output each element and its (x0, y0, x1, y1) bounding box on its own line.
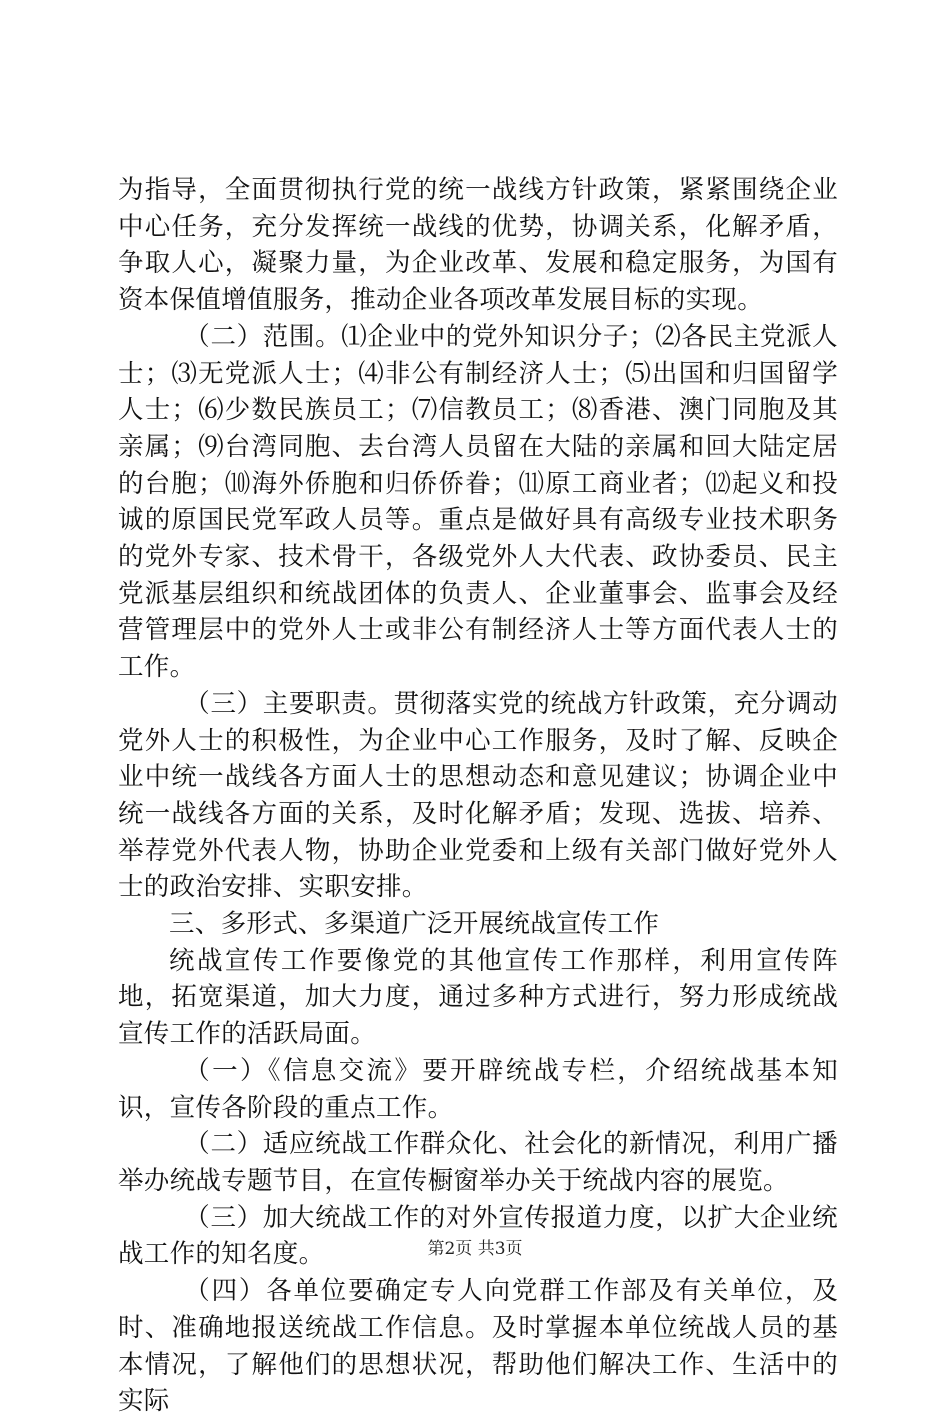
paragraph-publicity-item-3: （三）加大统战工作的对外宣传报道力度，以扩大企业统战工作的知名度。 (118, 1202, 838, 1270)
paragraph-publicity-intro: 统战宣传工作要像党的其他宣传工作那样，利用宣传阵地，拓宽渠道，加大力度，通过多种方式进行，努力形成统战宣传工作的活跃局面。 (118, 945, 838, 1050)
paragraph-guidance-continued: 为指导，全面贯彻执行党的统一战线方针政策，紧紧围绕企业中心任务，充分发挥统一战线的优势，协调关系，化解矛盾，争取人心，凝聚力量，为企业改革、发展和稳定服务，为国有资本保值增值服务，推动企业各项改革发展目标的实现。 (118, 175, 838, 316)
paragraph-publicity-item-4: （四）各单位要确定专人向党群工作部及有关单位，及时、准确地报送统战工作信息。及时掌握本单位统战人员的基本情况，了解他们的思想状况，帮助他们解决工作、生活中的实际 (118, 1276, 838, 1417)
section-heading-three: 三、多形式、多渠道广泛开展统战宣传工作 (169, 909, 660, 940)
paragraph-scope: （二）范围。⑴企业中的党外知识分子；⑵各民主党派人士；⑶无党派人士；⑷非公有制经济人士；⑸出国和归国留学人士；⑹少数民族员工；⑺信教员工；⑻香港、澳门同胞及其亲属；⑼台湾同胞、去台湾人员留在大陆的亲属和回大陆定居的台胞；⑽海外侨胞和归侨侨眷；⑾原工商业者；⑿起义和投诚的原国民党军政人员等。重点是做好具有高级专业技术职务的党外专家、技术骨干，各级党外人大代表、政协委员、民主党派基层组织和统战团体的负责人、企业董事会、监事会及经营管理层中的党外人士或非公有制经济人士等方面代表人士的工作。 (118, 321, 838, 683)
document-body (118, 172, 838, 1420)
paragraph-main-duties: （三）主要职责。贯彻落实党的统战方针政策，充分调动党外人士的积极性，为企业中心工作服务，及时了解、反映企业中统一战线各方面人士的思想动态和意见建议；协调企业中统一战线各方面的关系，及时化解矛盾；发现、选拔、培养、举荐党外代表人物，协助企业党委和上级有关部门做好党外人士的政治安排、实职安排。 (118, 688, 838, 903)
paragraph-publicity-item-2: （二）适应统战工作群众化、社会化的新情况，利用广播举办统战专题节目，在宣传橱窗举办关于统战内容的展览。 (118, 1129, 838, 1196)
page-number-footer: 第2页 共3页 (427, 1239, 523, 1259)
paragraph-publicity-item-1: （一）《信息交流》要开辟统战专栏，介绍统战基本知识，宣传各阶段的重点工作。 (118, 1055, 838, 1123)
